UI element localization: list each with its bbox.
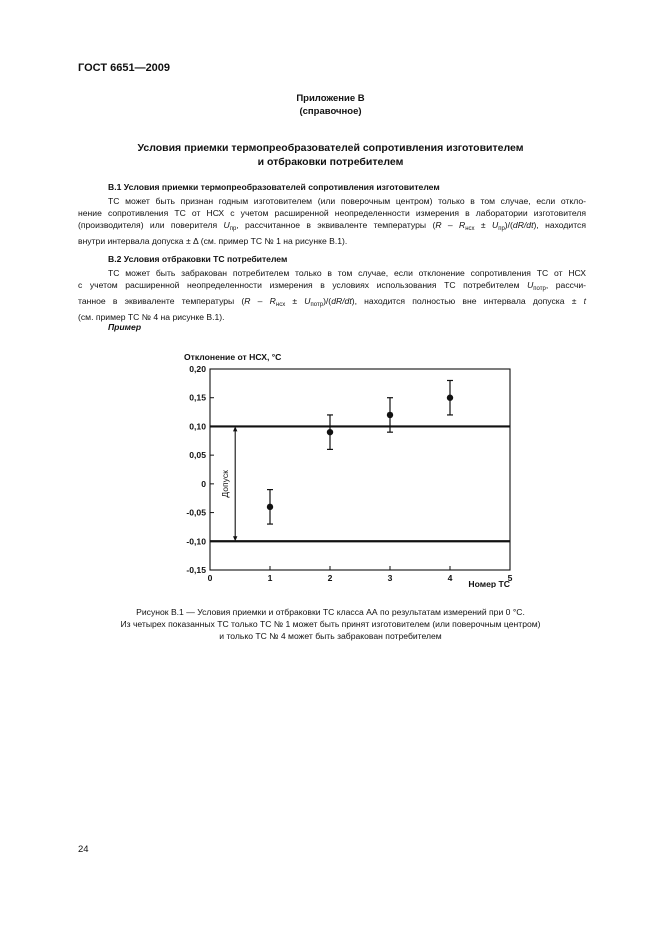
y-tick-label: 0,15 [189, 392, 206, 403]
example-label: Пример [108, 322, 142, 332]
section-b1-paragraph [78, 195, 586, 247]
y-tick-label: -0,10 [186, 536, 206, 547]
y-axis-label: Отклонение от НСХ, °С [184, 352, 282, 362]
data-point [447, 395, 453, 401]
y-tick-label: 0,10 [189, 421, 206, 432]
caption-line1: Рисунок В.1 — Условия приемки и отбраковки ТС класса АА по результатам измерений при 0 °С. [136, 607, 525, 617]
annex-heading-line2: и отбраковки потребителем [257, 155, 404, 168]
figure-b1-chart [160, 348, 540, 588]
plot-frame [210, 369, 510, 570]
figure-caption [0, 606, 661, 642]
annex-type: (справочное) [299, 106, 362, 117]
paragraph-line: (производителя) или поверителя $U_{пр}$, рассчитанное в эквиваленте температуры $(R - R_{нсх} \pm U_{пр})/(dR/dt)$, находится [78, 220, 586, 232]
section-b2-title: В.2 Условия отбраковки ТС потребителем [108, 254, 288, 264]
y-tick-label: 0,20 [189, 364, 206, 374]
data-point [267, 504, 273, 510]
x-tick-label: 1 [267, 573, 273, 583]
paragraph-line: ТС может быть забракован потребителем только в том случае, если отклонение сопротивления ТС от НСХ [108, 268, 586, 278]
x-axis-label: Номер ТС [468, 579, 510, 588]
x-tick-label: 4 [447, 573, 453, 583]
paragraph-line: (см. пример ТС № 4 на рисунке В.1). [78, 312, 225, 322]
x-tick-label: 2 [327, 573, 333, 583]
paragraph-line: внутри интервала допуска ± Δ (см. пример ТС № 1 на рисунке В.1). [78, 236, 348, 246]
section-b2-paragraph [78, 267, 586, 323]
x-tick-label: 0 [207, 573, 213, 583]
paragraph-line: ТС может быть признан годным изготовителем (или поверочным центром) только в том случае, если откло- [108, 196, 586, 206]
data-point [327, 429, 333, 435]
data-point [387, 412, 393, 418]
caption-line3: и только ТС № 4 может быть забракован потребителем [219, 631, 442, 641]
annex-label: Приложение В [296, 93, 365, 104]
page-number: 24 [78, 844, 89, 855]
y-tick-label: -0,05 [186, 507, 206, 518]
tolerance-lines [210, 426, 510, 541]
paragraph-line: с учетом расширенной неопределенности измерения в условиях использования ТС потребителем $U_{потр}$, рассчи- [78, 280, 586, 292]
paragraph-line: танное в эквиваленте температуры $(R - R_{нсх} \pm U_{потр})/(dR/dt)$, находится полностью вне интервала допуска ± t [78, 296, 586, 308]
y-tick-label: 0 [201, 478, 206, 489]
x-tick-label: 5 [507, 573, 513, 583]
annex-heading [0, 142, 661, 169]
x-ticks [208, 566, 513, 583]
x-tick-label: 3 [387, 573, 393, 583]
document-code: ГОСТ 6651—2009 [78, 62, 171, 74]
paragraph-line: нение сопротивления ТС от НСХ с учетом расширенной неопределенности измерения в лаборатории изготовителя [78, 208, 586, 218]
y-tick-label: -0,15 [186, 565, 206, 575]
tolerance-arrow [233, 426, 237, 541]
annex-title [0, 92, 661, 118]
caption-line2: Из четырех показанных ТС только ТС № 1 может быть принят изготовителем (или поверочным центром) [120, 619, 541, 629]
section-b1-title: В.1 Условия приемки термопреобразователей сопротивления изготовителем [108, 182, 440, 192]
tolerance-label: Допуск [220, 470, 231, 498]
annex-heading-line1: Условия приемки термопреобразователей сопротивления изготовителем [137, 142, 524, 154]
y-tick-label: 0,05 [189, 450, 206, 461]
data-points [267, 380, 453, 524]
